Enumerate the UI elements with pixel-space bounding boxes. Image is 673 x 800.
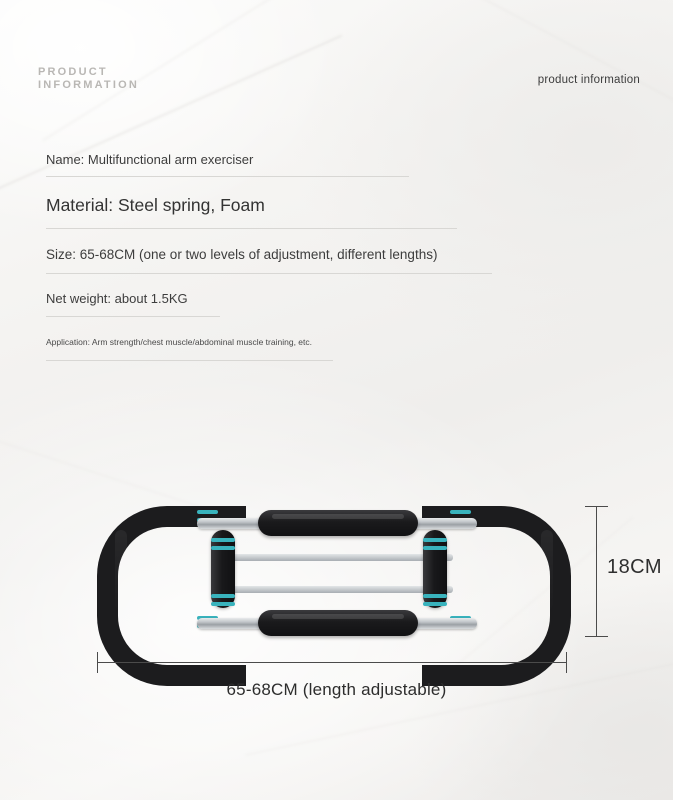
header-logo-line1: PRODUCT (38, 66, 108, 78)
header-logo (38, 66, 139, 92)
teal-ring (423, 538, 447, 542)
teal-ring (423, 602, 447, 606)
inner-bracket-upper (221, 554, 453, 561)
height-dimension-line (596, 506, 597, 637)
foam-grip-top (258, 510, 418, 536)
spec-row-size (46, 247, 516, 274)
height-dimension-label: 18CM (607, 556, 662, 578)
divider (46, 316, 220, 317)
divider (46, 360, 333, 361)
product-image (93, 500, 575, 650)
spec-row-material (46, 195, 516, 229)
divider (46, 273, 492, 274)
header-logo-line2: INFORMATION (38, 78, 139, 91)
divider (46, 228, 457, 229)
spec-list (46, 152, 516, 361)
spec-text-material: Material: Steel spring, Foam (46, 195, 265, 215)
marble-vein (395, 0, 673, 131)
teal-ring (211, 602, 235, 606)
teal-ring (211, 546, 235, 550)
header-right-label: product information (537, 74, 640, 86)
teal-ring (211, 538, 235, 542)
spec-text-weight: Net weight: about 1.5KG (46, 291, 188, 306)
spec-text-application: Application: Arm strength/chest muscle/abdominal muscle training, etc. (46, 337, 312, 347)
width-dimension-line (97, 662, 567, 663)
spec-row-name (46, 152, 516, 177)
width-dimension-label: 65-68CM (length adjustable) (226, 680, 447, 699)
teal-ring (450, 510, 471, 514)
teal-ring (197, 510, 218, 514)
width-dimension-cap-right (566, 652, 567, 673)
arm-exerciser-illustration (93, 500, 575, 650)
height-dimension-cap-top (585, 506, 608, 507)
spec-row-weight (46, 291, 516, 317)
divider (46, 176, 409, 177)
spec-text-size: Size: 65-68CM (one or two levels of adjustment, different lengths) (46, 247, 438, 262)
width-dimension-cap-left (97, 652, 98, 673)
teal-ring (211, 594, 235, 598)
spec-row-application (46, 337, 516, 361)
height-dimension-cap-bottom (585, 636, 608, 637)
spec-text-name: Name: Multifunctional arm exerciser (46, 152, 254, 167)
inner-bracket-lower (221, 586, 453, 593)
foam-grip-bottom (258, 610, 418, 636)
teal-ring (423, 594, 447, 598)
teal-ring (423, 546, 447, 550)
